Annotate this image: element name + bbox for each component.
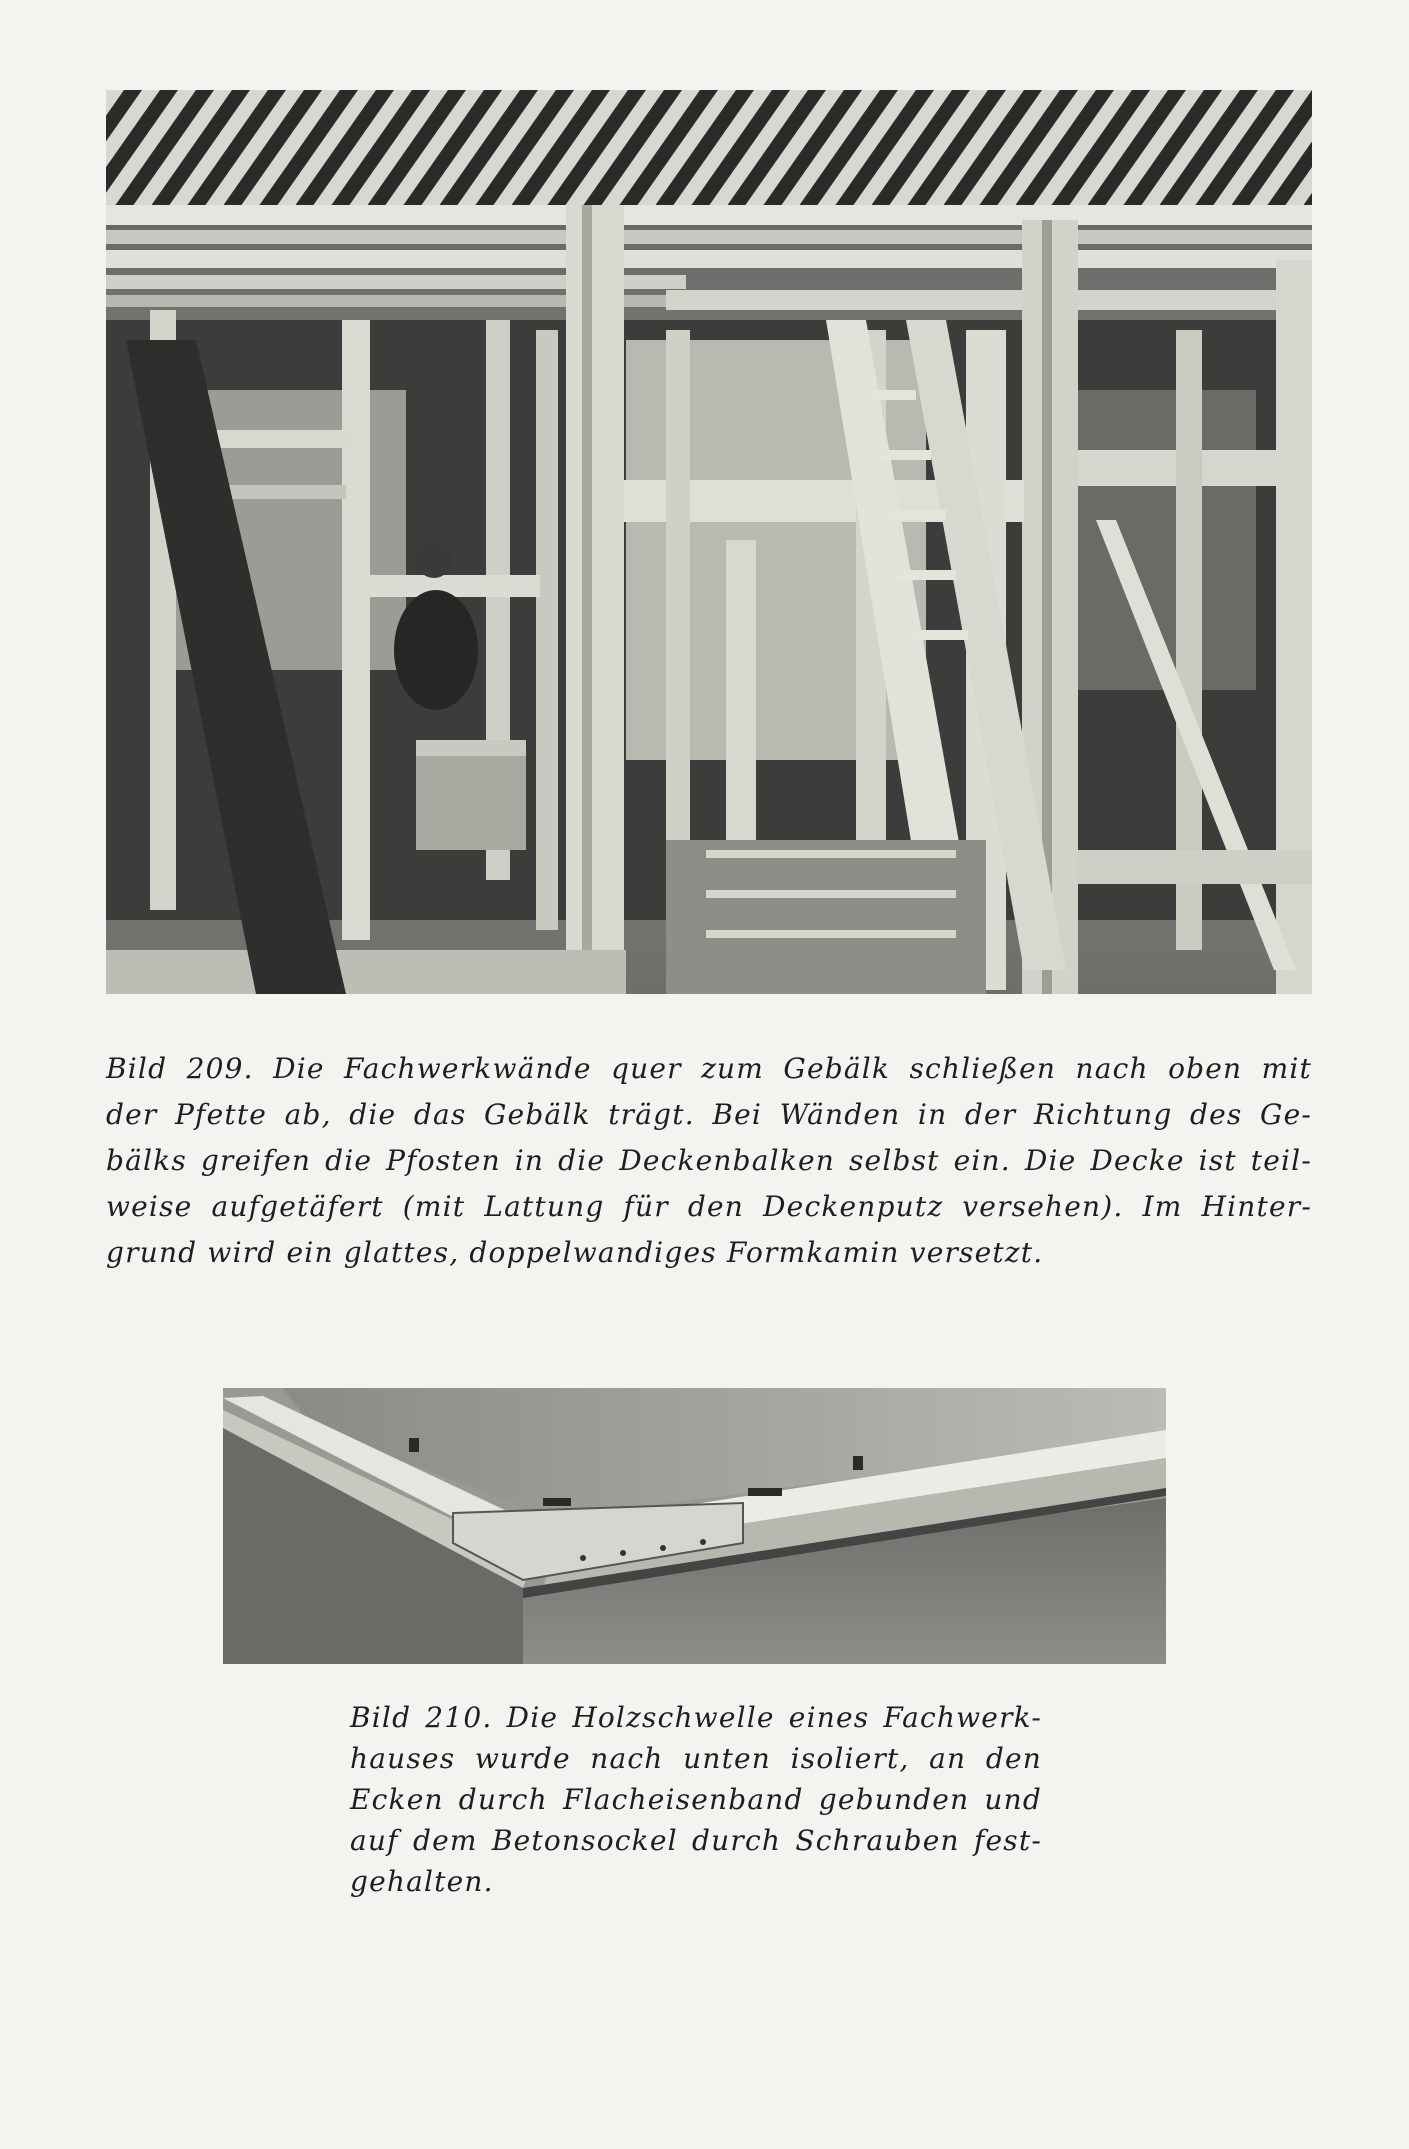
caption-210-line-3: Ecken durch Flacheisenband gebunden und <box>350 1783 1042 1816</box>
caption-209-line-3: bälks greifen die Pfosten in die Deckenbalken selbst ein. Die Decke ist teil- <box>106 1144 1312 1177</box>
caption-209-line-4: weise aufgetäfert (mit Lattung für den Deckenputz versehen). Im Hinter- <box>106 1190 1312 1223</box>
figure-210-caption <box>350 1697 1042 1902</box>
caption-209-line-5: grund wird ein glattes, doppelwandiges Formkamin versetzt. <box>106 1236 1044 1269</box>
caption-209-line-2: der Pfette ab, die das Gebälk trägt. Bei Wänden in der Richtung des Ge- <box>106 1098 1312 1131</box>
photo-fachwerk-interior <box>106 90 1312 994</box>
caption-210-line-4: auf dem Betonsockel durch Schrauben fest- <box>350 1824 1042 1857</box>
caption-210-line-5: gehalten. <box>350 1865 494 1898</box>
caption-209-line-1: Bild 209. Die Fachwerkwände quer zum Gebälk schließen nach oben mit <box>106 1052 1312 1085</box>
caption-210-line-1: Bild 210. Die Holzschwelle eines Fachwerk- <box>350 1701 1042 1734</box>
photo-holzschwelle-betonsockel <box>223 1388 1166 1664</box>
figure-209-caption <box>106 1046 1312 1276</box>
caption-210-line-2: hauses wurde nach unten isoliert, an den <box>350 1742 1042 1775</box>
